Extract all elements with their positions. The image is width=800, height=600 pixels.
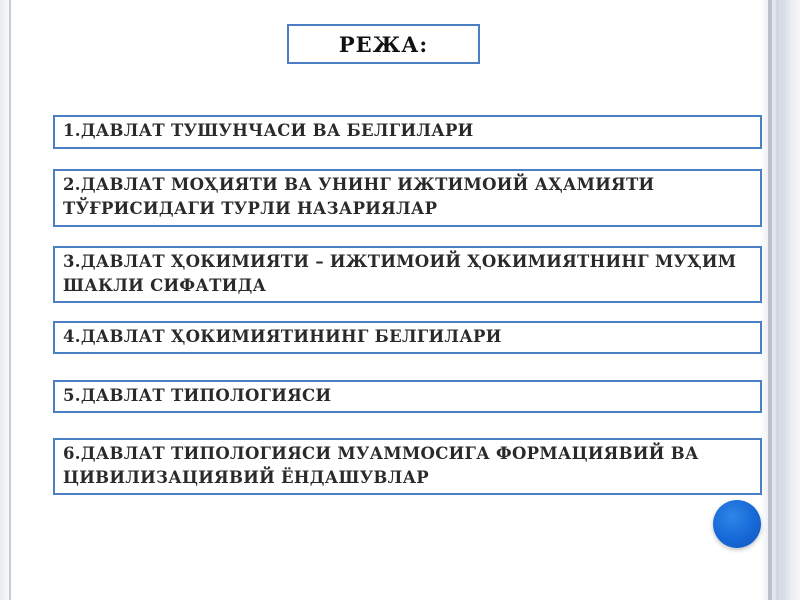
plan-item-text: 1.ДАВЛАТ ТУШУНЧАСИ ВА БЕЛГИЛАРИ bbox=[63, 121, 474, 140]
plan-item-text: 5.ДАВЛАТ ТИПОЛОГИЯСИ bbox=[63, 386, 332, 405]
left-border-line bbox=[9, 0, 11, 600]
plan-item-2 bbox=[53, 169, 762, 227]
plan-item-text: 4.ДАВЛАТ ҲОКИМИЯТИНИНГ БЕЛГИЛАРИ bbox=[63, 327, 502, 346]
plan-item-6 bbox=[53, 438, 762, 495]
plan-item-4 bbox=[53, 321, 762, 354]
right-border-line bbox=[768, 0, 772, 600]
plan-item-5 bbox=[53, 380, 762, 413]
plan-item-1 bbox=[53, 115, 762, 149]
right-border-line-secondary bbox=[776, 0, 779, 600]
plan-item-text: 3.ДАВЛАТ ҲОКИМИЯТИ – ИЖТИМОИЙ ҲОКИМИЯТНИНГ МУҲИМ ШАКЛИ СИФАТИДА bbox=[63, 252, 737, 295]
plan-item-text: 2.ДАВЛАТ МОҲИЯТИ ВА УНИНГ ИЖТИМОИЙ АҲАМИЯТИ ТЎҒРИСИДАГИ ТУРЛИ НАЗАРИЯЛАР bbox=[63, 175, 655, 218]
plan-item-3 bbox=[53, 246, 762, 303]
circle-button-icon[interactable] bbox=[713, 500, 761, 548]
slide-title: РЕЖА: bbox=[287, 24, 480, 64]
plan-item-text: 6.ДАВЛАТ ТИПОЛОГИЯСИ МУАММОСИГА ФОРМАЦИЯВИЙ ВА ЦИВИЛИЗАЦИЯВИЙ ЁНДАШУВЛАР bbox=[63, 444, 699, 487]
